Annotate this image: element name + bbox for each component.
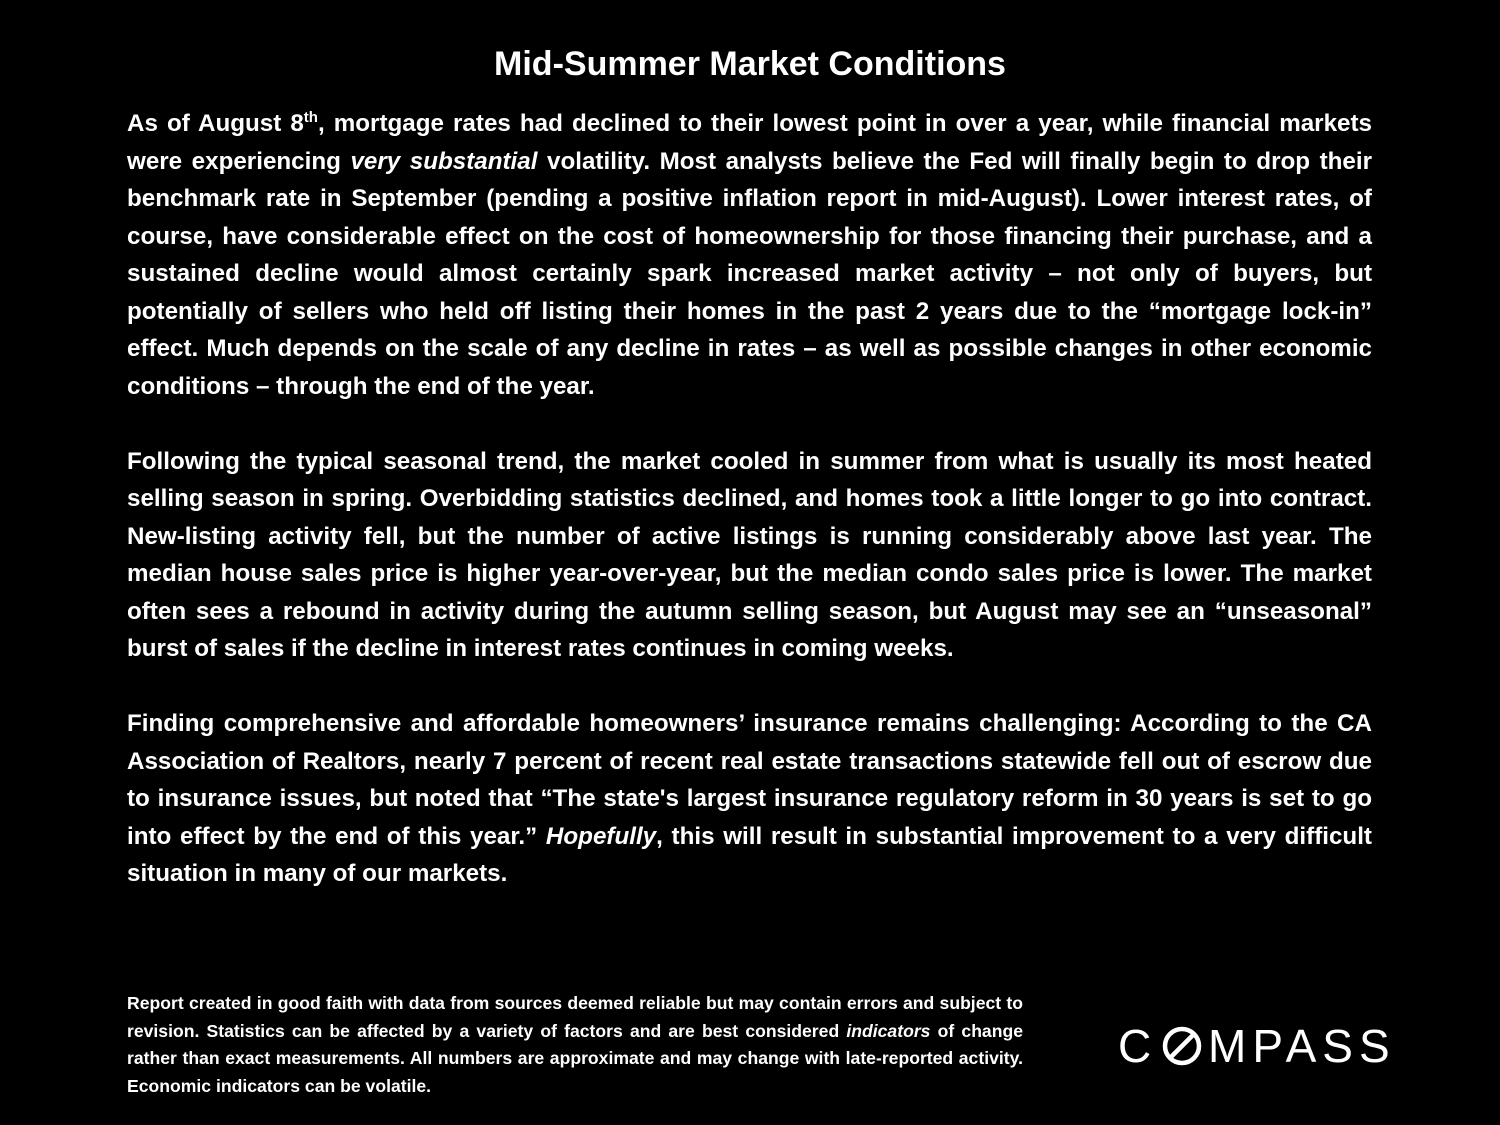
- disclaimer-text: of change rather than exact measurements. All numbers are approximate and may change with late-reported activity. Economic indicators can be volatile.: [127, 1020, 1023, 1096]
- emphasis-text: very substantial: [350, 147, 538, 175]
- emphasis-text: Hopefully: [545, 822, 657, 850]
- emphasis-text: indicators: [846, 1020, 931, 1041]
- page-title: Mid-Summer Market Conditions: [494, 45, 1006, 83]
- logo-text-end: MPASS: [1208, 1020, 1396, 1070]
- disclaimer-text: Report created in good faith with data from sources deemed reliable but may contain errors and subject to revision. Statistics can be affected by a variety of factors and are best considered: [127, 993, 1023, 1041]
- compass-logo: [1118, 1020, 1438, 1070]
- disclaimer: [127, 990, 1023, 1100]
- paragraph-text: , this will result in substantial improvement to a very difficult situation in many of our markets.: [127, 822, 1372, 887]
- compass-o-icon: [1165, 1029, 1199, 1063]
- paragraph-text: volatility. Most analysts believe the Fed will finally begin to drop their benchmark rate in September (pending a positive inflation report in mid-August). Lower interest rates, of course, have considerable effect on the cost of homeownership for those financing their purchase, and a sustained decline would almost certainly spark increased market activity – not only of buyers, but potentially of sellers who held off listing their homes in the past 2 years due to the “mortgage lock-in” effect. Much depends on the scale of any decline in rates – as well as possible changes in other economic conditions – through the end of the year.: [127, 147, 1373, 400]
- paragraph-seasonal-trend: Following the typical seasonal trend, the market cooled in summer from what is usually its most heated selling season in spring. Overbidding statistics declined, and homes took a little longer to go into contract. New-listing activity fell, but the number of active listings is running considerably above last year. The median house sales price is higher year-over-year, but the median condo sales price is lower. The market often sees a rebound in activity during the autumn selling season, but August may see an “unseasonal” burst of sales if the decline in interest rates continues in coming weeks.: [127, 447, 1372, 662]
- paragraph-text: Finding comprehensive and affordable homeowners’ insurance remains challenging: According to the CA Association of Realtors, nearly 7 percent of recent real estate transactions statewide fell out of escrow due to insurance issues, but noted that “The state's largest insurance regulatory reform in 30 years is set to go into effect by the end of this year.”: [127, 710, 1372, 850]
- paragraph-mortgage-rates: [127, 105, 1372, 405]
- paragraph-insurance: [127, 705, 1372, 893]
- ordinal-suffix: th: [303, 108, 318, 126]
- paragraph-text: , mortgage rates had declined to their lowest point in over a year, while financial markets were experiencing: [127, 110, 1372, 175]
- logo-text-start: C: [1118, 1020, 1158, 1070]
- body-text: [127, 105, 1372, 893]
- paragraph-text: As of August 8: [127, 110, 304, 137]
